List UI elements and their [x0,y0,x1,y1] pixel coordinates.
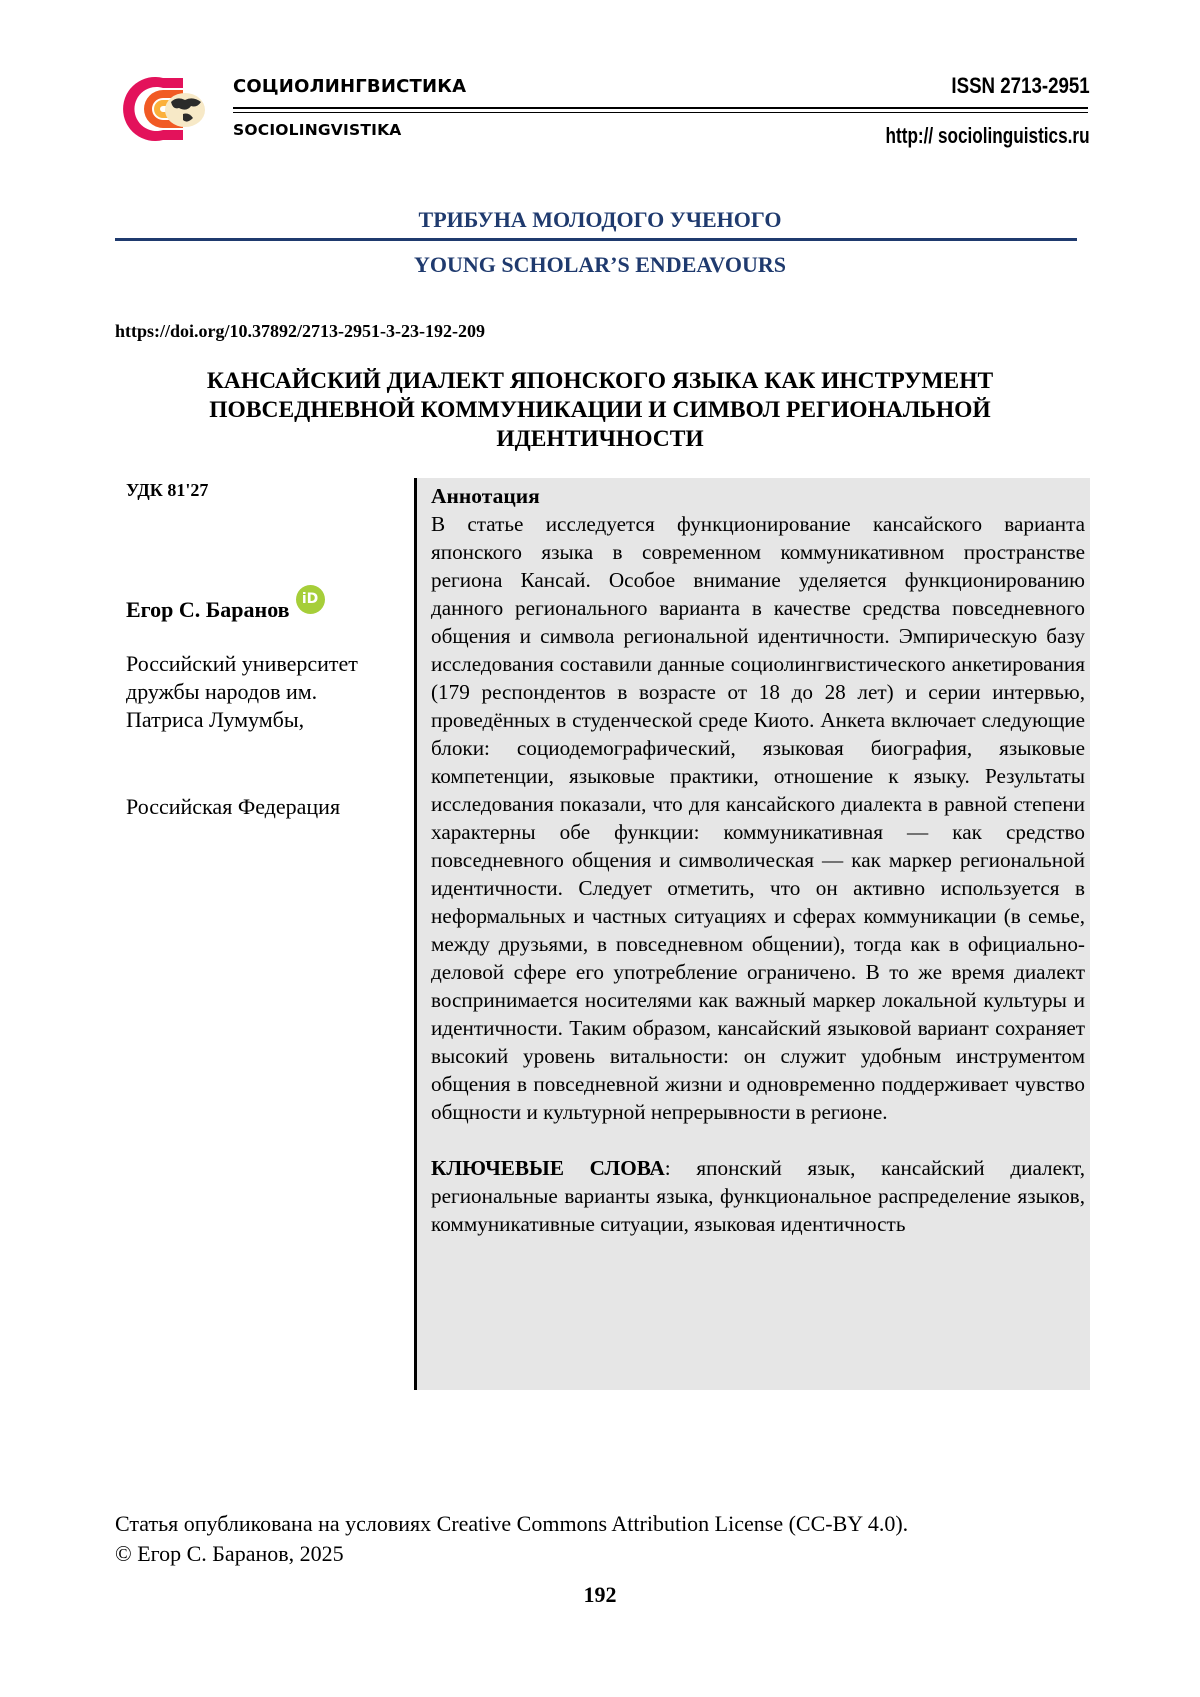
author [126,590,325,623]
journal-name-en: SOCIOLINGVISTIKA [233,121,402,139]
section-divider [115,238,1077,241]
section-title-ru: ТРИБУНА МОЛОДОГО УЧЕНОГО [418,207,782,232]
keywords-label: КЛЮЧЕВЫЕ СЛОВА [431,1156,665,1180]
page-number: 192 [583,1582,617,1607]
page-header [0,0,1200,160]
keywords-text: : японский язык, кансайский диалект, региональные варианты языка, функциональное распределение языков, коммуникативные ситуации, языковая идентичность [431,1156,1085,1236]
copyright: © Егор С. Баранов, 2025 [115,1541,344,1566]
article-title-line: ИДЕНТИЧНОСТИ [496,426,704,452]
abstract-text: В статье исследуется функционирование кансайского варианта японского языка в современном коммуникативном пространстве региона Кансай. Особое внимание уделяется функционированию данного регионального варианта в качестве средства повседневного общения и символа региональной идентичности. Эмпирическую базу исследования составили данные социолингвистического анкетирования (179 респондентов в возрасте от 18 до 28 лет) и серии интервью, проведённых в студенческой среде Киото. Анкета включает следующие блоки: социодемографический, языковая биография, языковые компетенции, языковые практики, отношение к языку. Результаты исследования показали, что для кансайского диалекта в равной степени характерны обе функции: коммуникативная — как средство повседневного общения и символическая — как маркер региональной идентичности. Следует отметить, что он активно используется в неформальных и частных ситуациях и сферах коммуникации (в семье, между друзьями, в повседневном общении), тогда как в официально-деловой сфере его употребление ограничено. В то же время диалект воспринимается носителями как важный маркер локальной культуры и идентичности. Таким образом, кансайский языковой вариант сохраняет высокий уровень витальности: он служит удобным инструментом общения в повседневной жизни и одновременно поддерживает чувство общности и культурной непрерывности в регионе. [431,512,1085,1124]
udk-code: УДК 81'27 [126,480,209,500]
orcid-icon[interactable]: iD [296,585,325,614]
doi-link[interactable]: https://doi.org/10.37892/2713-2951-3-23-192-209 [115,321,485,341]
keywords [431,1154,1085,1238]
article-title [150,367,1050,454]
article-title-line: ПОВСЕДНЕВНОЙ КОММУНИКАЦИИ И СИМВОЛ РЕГИОНАЛЬНОЙ [209,397,991,423]
author-name: Егор С. Баранов [126,597,290,622]
journal-name-ru: СОЦИОЛИНГВИСТИКА [233,76,467,97]
journal-website-link[interactable]: http:// sociolinguistics.ru [885,123,1090,148]
header-divider-thin [233,112,1088,113]
abstract-box [414,478,1090,1390]
author-affiliation: Российский университет дружбы народов им. Патриса Лумумбы, [126,651,358,732]
journal-logo-icon [113,74,213,144]
abstract-heading: Аннотация [431,484,540,508]
header-divider [233,107,1088,109]
issn: ISSN 2713-2951 [951,73,1090,98]
author-country: Российская Федерация [126,794,341,819]
license-note: Статья опубликована на условиях Creative Commons Attribution License (CC-BY 4.0). [115,1511,909,1536]
article-title-line: КАНСАЙСКИЙ ДИАЛЕКТ ЯПОНСКОГО ЯЗЫКА КАК ИНСТРУМЕНТ [206,368,994,394]
abstract-content [431,482,1085,1238]
section-title-en: YOUNG SCHOLAR’S ENDEAVOURS [414,252,786,277]
